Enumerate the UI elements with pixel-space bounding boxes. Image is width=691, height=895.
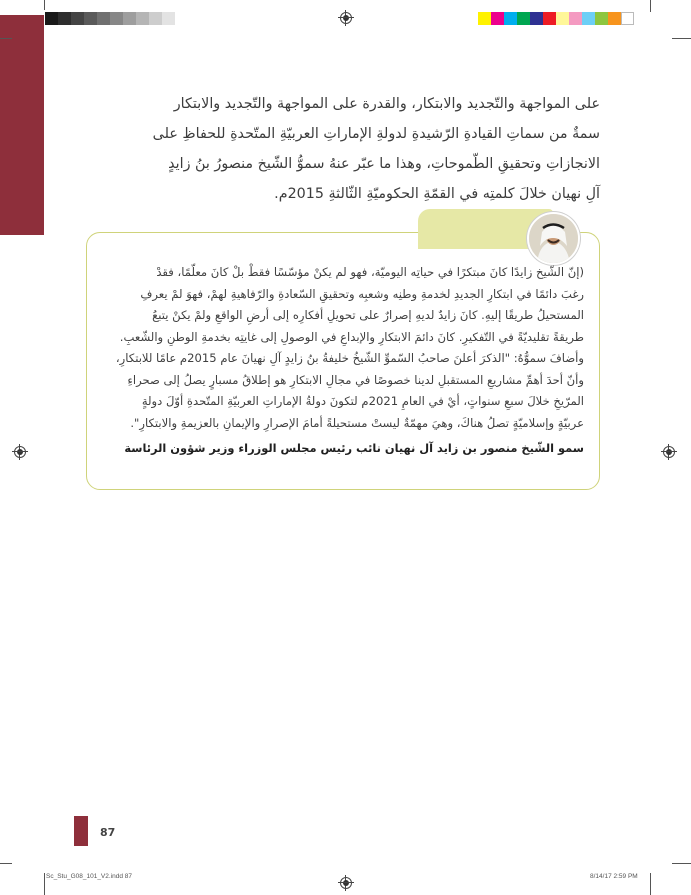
calibration-swatch: [71, 12, 84, 25]
page-number-bar: [74, 816, 88, 846]
crop-mark: [650, 0, 651, 12]
quote-text: [100, 262, 584, 434]
crop-mark: [650, 873, 651, 895]
calibration-swatch: [582, 12, 595, 25]
calibration-swatch: [608, 12, 621, 25]
calibration-swatch: [45, 12, 58, 25]
quote-line: وأضافَ سموُّهُ: "الذكرَ أعلنَ صاحبُ السّموِّ الشّيخُ خليفةُ بنُ زايدٍ آلِ نهيانَ عام 2015م عامًا للابتكارِ،: [115, 351, 584, 365]
crop-mark: [672, 38, 691, 39]
calibration-swatch: [162, 12, 175, 25]
main-paragraph: [88, 89, 600, 209]
calibration-swatch: [517, 12, 530, 25]
crop-mark: [44, 873, 45, 895]
slug-date: 8/14/17 2:59 PM: [590, 873, 638, 880]
crop-mark: [0, 38, 12, 39]
chapter-tab: [0, 15, 44, 235]
calibration-swatch: [149, 12, 162, 25]
calibration-swatch: [621, 12, 634, 25]
registration-mark-icon: [340, 12, 352, 24]
crop-mark: [672, 863, 691, 864]
speaker-portrait: [527, 212, 580, 265]
crop-mark: [0, 863, 12, 864]
quote-line: طريقةً تقليديّةً في التّفكيرِ. كانَ دائمَ الابتكارِ والإبداعِ في الوصولِ إلى غايتِه بخدمةِ الوطنِ والشّعبِ.: [119, 329, 584, 344]
color-calibration-bar: [478, 12, 634, 25]
calibration-swatch: [123, 12, 136, 25]
calibration-swatch: [491, 12, 504, 25]
calibration-swatch: [84, 12, 97, 25]
main-line: على المواجهة والتّجديد والابتكار، والقدرة على المواجهة والتّجديد والابتكار: [173, 96, 600, 112]
main-line: الانجازاتِ وتحقيقِ الطّموحاتِ، وهذا ما عبّر عنهُ سموُّ الشّيخ منصورُ بنُ زايدٍ: [168, 156, 600, 172]
quote-line: المستحيلُ طريقًا إليهِ. كانَ زايدٌ لديهِ إصرارٌ على تحويلِ أفكارِه إلى أرضِ الواقعِ ولمْ يكنْ يتبعُ: [152, 308, 584, 322]
gray-calibration-bar: [45, 12, 175, 25]
quote-line: رغبَ دائمًا في ابتكارِ الجديدِ لخدمةِ وطنِه وشعبِه وتحقيقِ السّعادةِ والرّفاهيةِ لهمْ، فهوَ لمْ يعرفِ: [140, 286, 584, 301]
portrait-image: [529, 214, 578, 263]
calibration-swatch: [530, 12, 543, 25]
calibration-swatch: [478, 12, 491, 25]
calibration-swatch: [595, 12, 608, 25]
calibration-swatch: [97, 12, 110, 25]
page-number: 87: [100, 826, 116, 839]
registration-mark-icon: [663, 446, 675, 458]
calibration-swatch: [504, 12, 517, 25]
quote-attribution: سمو الشّيخ منصور بن زايد آل نهيان نائب رئيس مجلس الوزراء وزير شؤون الرئاسة: [124, 441, 584, 455]
quote-line: عربيّةٍ وإسلاميّةٍ تصلُ هناكَ، وهيَ مهمّةٌ ليستْ مستحيلةً أمامَ الإصرارِ والإيمانِ بالعزيمةِ والابتكارِ".: [130, 415, 584, 430]
calibration-swatch: [569, 12, 582, 25]
calibration-swatch: [136, 12, 149, 25]
quote-line: وأنّ أحدَ أهمِّ مشاريعِ المستقبلِ لدينا خصوصًا في مجالِ الابتكارِ هو إطلاقُ مسبارٍ يصلُ إلى صحراءِ: [127, 372, 584, 387]
registration-mark-icon: [14, 446, 26, 458]
calibration-swatch: [110, 12, 123, 25]
main-line: آلِ نهيان خلالَ كلمتِه في القمّةِ الحكوميّةِ الثّالثةِ 2015م.: [274, 186, 600, 202]
calibration-swatch: [543, 12, 556, 25]
slug-filename: Sc_Stu_G08_101_V2.indd 87: [46, 873, 133, 880]
main-line: سمةٌ من سماتِ القيادةِ الرّشيدةِ لدولةِ الإماراتِ العربيّةِ المتّحدةِ للحفاظِ على: [152, 126, 600, 142]
quote-line: (إنّ الشّيخ زايدًا كانَ مبتكرًا في حياتِه اليوميّة، فهو لم يكنْ مؤسّسًا فقطْ بلْ كانَ معلّمًا، فقدْ: [156, 265, 584, 279]
calibration-swatch: [58, 12, 71, 25]
quote-line: المرّيخِ خلالَ سبعِ سنواتٍ، أيْ في العامِ 2021م لتكونَ دولةُ الإماراتِ العربيّةِ المتّحدةِ أوّلَ دولةٍ: [141, 394, 584, 408]
calibration-swatch: [556, 12, 569, 25]
crop-mark: [44, 0, 45, 10]
registration-mark-icon: [340, 877, 352, 889]
